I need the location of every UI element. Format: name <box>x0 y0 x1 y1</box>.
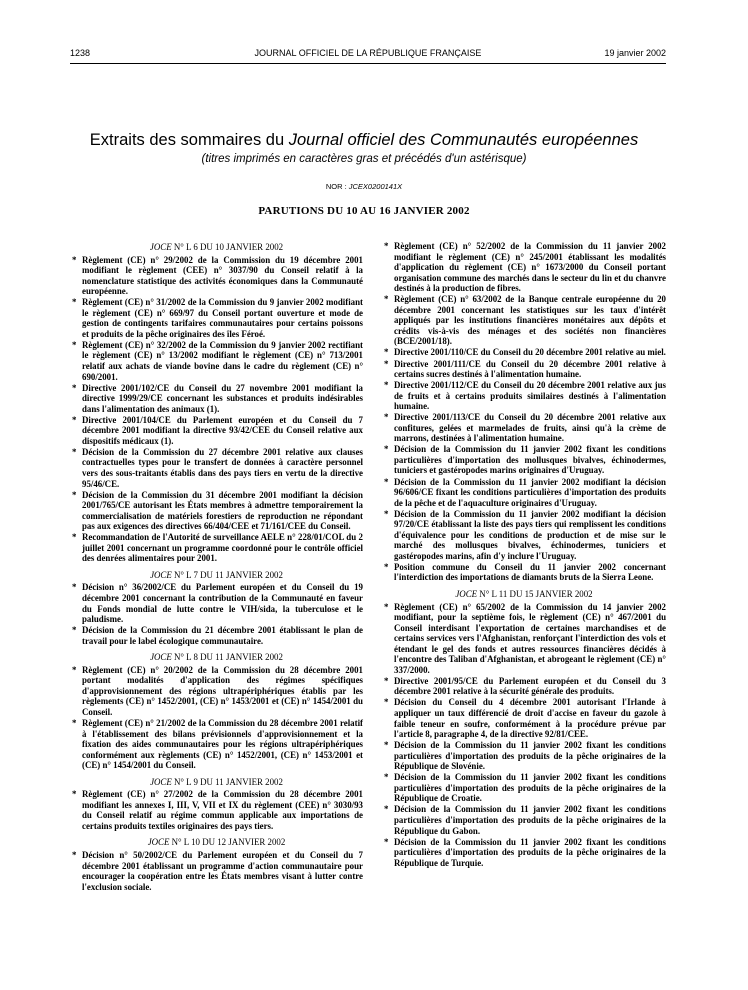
running-header <box>70 48 666 62</box>
section-ref: N° L 8 DU 11 JANVIER 2002 <box>171 652 283 663</box>
list-item: * Décision de la Commission du 27 décembre 2001 relative aux clauses contractuelles types pour le transfert de données à caractère personnel vers des sous-traitants établis dans des pays tiers en vertu de la directive 95/46/CE. <box>70 447 363 489</box>
section-ref: N° L 11 DU 15 JANVIER 2002 <box>477 589 593 599</box>
issue-date: 19 janvier 2002 <box>604 48 666 58</box>
list-item: * Directive 2001/95/CE du Parlement européen et du Conseil du 3 décembre 2001 relative à la sécurité générale des produits. <box>382 676 666 697</box>
joce-label: JOCE <box>150 776 172 787</box>
list-item: * Décision de la Commission du 11 janvier 2002 fixant les conditions particulières d'importation des mollusques bivalves, échinodermes, tuniciers et gastéropodes marins originaires d'Uruguay. <box>382 444 666 476</box>
section-heading <box>382 589 666 600</box>
list-item: * Décision de la Commission du 11 janvier 2002 fixant les conditions particulières d'importation des produits de la pêche originaires de la République de Slovénie. <box>382 740 666 772</box>
joce-label: JOCE <box>149 242 172 252</box>
joce-label: JOCE <box>150 569 172 580</box>
section-ref: N° L 6 DU 10 JANVIER 2002 <box>171 242 284 252</box>
parutions-heading: PARUTIONS DU 10 AU 16 JANVIER 2002 <box>258 205 470 217</box>
section-heading <box>70 242 363 253</box>
page-subtitle: (titres imprimés en caractères gras et précédés d'un astérisque) <box>201 153 527 165</box>
list-item: * Décision n° 36/2002/CE du Parlement européen et du Conseil du 19 décembre 2001 concernant la contribution de la Communauté en faveur du Fonds mondial de lutte contre le VIH/sida, la tuberculose et le paludisme. <box>70 582 363 624</box>
list-item: * Règlement (CE) n° 32/2002 de la Commission du 9 janvier 2002 rectifiant le règlement (CE) n° 13/2002 modifiant le règlement (CE) n° 713/2001 relatif aux achats de viande bovine dans le cadre du règlement (CE) n° 690/2001. <box>70 340 363 382</box>
list-item: * Décision de la Commission du 31 décembre 2001 modifiant la décision 2001/765/CE autorisant les États membres à admettre temporairement la commercialisation de matériels forestiers de reproduction ne répondant pas aux exigences des directives 66/404/CEE et 71/161/CEE du Conseil. <box>70 490 363 532</box>
journal-title: JOURNAL OFFICIEL DE LA RÉPUBLIQUE FRANÇAISE <box>254 48 482 58</box>
list-item: * Recommandation de l'Autorité de surveillance AELE n° 228/01/COL du 2 juillet 2001 concernant un programme coordonné pour le contrôle officiel des denrées alimentaires pour 2001. <box>70 532 363 564</box>
list-item: * Règlement (CE) n° 20/2002 de la Commission du 28 décembre 2001 portant modalités d'application des régimes spécifiques d'approvisionnement des régions ultrapériphériques établis par les règlements (CE) n° 1452/2001, (CE) n° 1453/2001 et (CE) n° 1454/2001 du Conseil. <box>70 665 363 718</box>
list-item: * Règlement (CE) n° 65/2002 de la Commission du 14 janvier 2002 modifiant, pour la septième fois, le règlement (CE) n° 467/2001 du Conseil interdisant l'exportation de certaines marchandises et de certains services vers l'Afghanistan, renforçant l'interdiction des vols et étendant le gel des fonds et autres ressources financières décidés à l'encontre des Taliban d'Afghanistan, et abrogeant le règlement (CE) n° 337/2000. <box>382 602 666 676</box>
list-item: * Règlement (CE) n° 31/2002 de la Commission du 9 janvier 2002 modifiant le règlement (CE) n° 669/97 du Conseil portant ouverture et mode de gestion de contingents tarifaires communautaires pour certains poissons et produits de la pêche originaires des îles Féroé. <box>70 297 363 339</box>
section-ref: N° L 10 DU 12 JANVIER 2002 <box>169 837 286 848</box>
page-number: 1238 <box>70 48 91 58</box>
nor-code: JCEX0200141X <box>348 182 403 191</box>
list-item: * Règlement (CE) n° 63/2002 de la Banque centrale européenne du 20 décembre 2001 concernant les statistiques sur les taux d'intérêt appliqués par les institutions financières monétaires aux dépôts et crédits vis-à-vis des ménages et des sociétés non financières (BCE/2001/18). <box>382 294 666 347</box>
section-ref: N° L 7 DU 11 JANVIER 2002 <box>171 569 283 580</box>
list-item: * Directive 2001/102/CE du Conseil du 27 novembre 2001 modifiant la directive 1999/29/CE concernant les substances et produits indésirables dans l'alimentation des animaux (1). <box>70 383 363 415</box>
nor-label: NOR : <box>325 182 349 191</box>
list-item: * Directive 2001/111/CE du Conseil du 20 décembre 2001 relative à certains sucres destinés à l'alimentation humaine. <box>382 359 666 380</box>
list-item: * Décision du Conseil du 4 décembre 2001 autorisant l'Irlande à appliquer un taux différencié de droit d'accise en faveur du gazole à faible teneur en soufre, conformément à la procédure prévue par l'article 8, paragraphe 4, de la directive 92/81/CEE. <box>382 697 666 739</box>
list-item: * Position commune du Conseil du 11 janvier 2002 concernant l'interdiction des importations de diamants bruts de la Sierra Leone. <box>382 562 666 583</box>
joce-label: JOCE <box>150 652 172 663</box>
list-item: * Directive 2001/113/CE du Conseil du 20 décembre 2001 relative aux confitures, gelées et marmelades de fruits, ainsi qu'à la crème de marrons, destinées à l'alimentation humaine. <box>382 412 666 444</box>
right-column <box>382 241 666 869</box>
section-heading <box>70 570 363 581</box>
list-item: * Décision de la Commission du 11 janvier 2002 fixant les conditions particulières d'importation des produits de la pêche originaires de la République de Turquie. <box>382 837 666 869</box>
list-item: * Règlement (CE) n° 21/2002 de la Commission du 28 décembre 2001 relatif à l'établissement des bilans prévisionnels d'approvisionnement et la fixation des aides communautaires pour les régions ultrapériphériques conformément aux règlements (CE) n° 1452/2001, (CE) n° 1453/2001 et (CE) n° 1454/2001 du Conseil. <box>70 718 363 771</box>
section-ref: N° L 9 DU 11 JANVIER 2002 <box>171 776 283 787</box>
section-heading <box>70 652 363 663</box>
list-item: * Règlement (CE) n° 52/2002 de la Commission du 11 janvier 2002 modifiant le règlement (CE) n° 245/2001 établissant les modalités d'application du règlement (CE) n° 1673/2000 du Conseil portant organisation commune des marchés dans le secteur du lin et du chanvre destinés à la production de fibres. <box>382 241 666 294</box>
page-title <box>60 131 668 150</box>
list-item: * Décision de la Commission du 11 janvier 2002 modifiant la décision 96/606/CE fixant les conditions particulières d'importation des produits de la pêche et de l'aquaculture originaires d'Uruguay. <box>382 477 666 509</box>
list-item: * Directive 2001/112/CE du Conseil du 20 décembre 2001 relative aux jus de fruits et à certains produits similaires destinés à l'alimentation humaine. <box>382 380 666 412</box>
list-item: * Décision de la Commission du 11 janvier 2002 fixant les conditions particulières d'importation des produits de la pêche originaires de la République de Croatie. <box>382 772 666 804</box>
title-prefix: Extraits des sommaires du <box>89 131 289 149</box>
joce-label: JOCE <box>455 589 478 599</box>
joce-label: JOCE <box>147 837 170 848</box>
list-item: * Décision n° 50/2002/CE du Parlement européen et du Conseil du 7 décembre 2001 établissant un programme d'action communautaire pour encourager la coopération entre les États membres visant à lutter contre l'exclusion sociale. <box>70 850 363 892</box>
left-column <box>70 241 363 893</box>
list-item: * Directive 2001/104/CE du Parlement européen et du Conseil du 7 décembre 2001 modifiant la directive 93/42/CEE du Conseil relative aux dispositifs médicaux (1). <box>70 415 363 447</box>
list-item: * Règlement (CE) n° 29/2002 de la Commission du 19 décembre 2001 modifiant le règlement (CEE) n° 3037/90 du Conseil relatif à la nomenclature statistique des activités économiques dans la Communauté européenne. <box>70 255 363 297</box>
list-item: * Directive 2001/110/CE du Conseil du 20 décembre 2001 relative au miel. <box>382 347 666 358</box>
header-rule <box>70 63 666 64</box>
section-heading <box>70 777 363 788</box>
section-heading <box>70 837 363 848</box>
title-italic: Journal officiel des Communautés européennes <box>288 131 639 149</box>
list-item: * Décision de la Commission du 11 janvier 2002 modifiant la décision 97/20/CE établissant la liste des pays tiers qui remplissent les conditions d'équivalence pour les conditions de production et de mise sur le marché des mollusques bivalves, échinodermes, tuniciers et gastéropodes marins, afin d'y inclure l'Uruguay. <box>382 509 666 562</box>
nor-reference <box>60 182 668 191</box>
list-item: * Décision de la Commission du 21 décembre 2001 établissant le plan de travail pour le label écologique communautaire. <box>70 625 363 646</box>
list-item: * Règlement (CE) n° 27/2002 de la Commission du 28 décembre 2001 modifiant les annexes I, III, V, VII et IX du règlement (CEE) n° 3030/93 du Conseil relatif au régime commun applicable aux importations de certains produits textiles originaires des pays tiers. <box>70 789 363 831</box>
list-item: * Décision de la Commission du 11 janvier 2002 fixant les conditions particulières d'importation des produits de la pêche originaires de la République du Gabon. <box>382 804 666 836</box>
